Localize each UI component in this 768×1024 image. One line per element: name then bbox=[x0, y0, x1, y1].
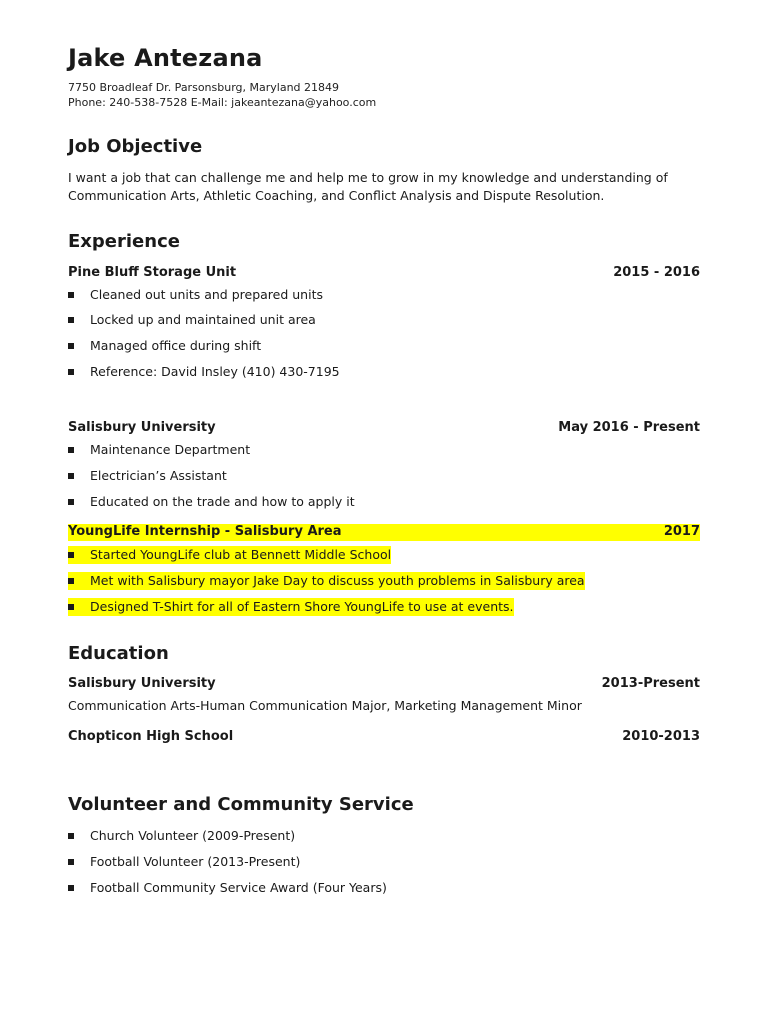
volunteer-heading: Volunteer and Community Service bbox=[68, 794, 414, 815]
bullet-text: Educated on the trade and how to apply it bbox=[90, 494, 355, 509]
list-item bbox=[68, 853, 300, 871]
job-dates: May 2016 - Present bbox=[558, 420, 700, 435]
objective-heading: Job Objective bbox=[68, 136, 203, 157]
bullet-text: Electrician’s Assistant bbox=[90, 468, 227, 483]
list-item bbox=[68, 441, 250, 459]
bullet-text: Started YoungLife club at Bennett Middle School bbox=[90, 547, 392, 562]
education-heading: Education bbox=[68, 643, 169, 664]
school-dates: 2013-Present bbox=[601, 676, 700, 691]
bullet-icon bbox=[68, 552, 74, 558]
bullet-icon bbox=[68, 292, 74, 298]
bullet-text: Met with Salisbury mayor Jake Day to discuss youth problems in Salisbury area bbox=[90, 573, 585, 588]
list-item bbox=[68, 493, 355, 511]
list-item bbox=[68, 363, 340, 381]
bullet-icon bbox=[68, 343, 74, 349]
bullet-text: Designed T-Shirt for all of Eastern Shore YoungLife to use at events. bbox=[90, 599, 514, 614]
list-item bbox=[68, 467, 227, 485]
list-item bbox=[68, 572, 585, 590]
list-item bbox=[68, 337, 261, 355]
bullet-icon bbox=[68, 317, 74, 323]
bullet-icon bbox=[68, 578, 74, 584]
bullet-icon bbox=[68, 859, 74, 865]
bullet-text: Cleaned out units and prepared units bbox=[90, 287, 323, 302]
school-name: Salisbury University bbox=[68, 676, 216, 691]
contact-line: Phone: 240-538-7528 E-Mail: jakeantezana@yahoo.com bbox=[68, 96, 377, 109]
job-dates: 2017 bbox=[663, 524, 700, 539]
objective-text: I want a job that can challenge me and help me to grow in my knowledge and understanding of Communication Arts, Athletic Coaching, and Conflict Analysis and Dispute Resolution. bbox=[68, 170, 668, 203]
bullet-icon bbox=[68, 499, 74, 505]
bullet-icon bbox=[68, 885, 74, 891]
bullet-icon bbox=[68, 447, 74, 453]
job-dates: 2015 - 2016 bbox=[613, 265, 700, 280]
list-item bbox=[68, 879, 387, 897]
list-item bbox=[68, 311, 316, 329]
bullet-icon bbox=[68, 833, 74, 839]
bullet-text: Maintenance Department bbox=[90, 442, 251, 457]
bullet-text: Football Volunteer (2013-Present) bbox=[90, 854, 301, 869]
job-title: Pine Bluff Storage Unit bbox=[68, 265, 237, 280]
job-title: YoungLife Internship - Salisbury Area bbox=[68, 524, 342, 539]
school-name: Chopticon High School bbox=[68, 729, 234, 744]
list-item bbox=[68, 546, 391, 564]
list-item bbox=[68, 598, 514, 616]
bullet-icon bbox=[68, 369, 74, 375]
bullet-text: Locked up and maintained unit area bbox=[90, 312, 316, 327]
bullet-icon bbox=[68, 473, 74, 479]
bullet-text: Church Volunteer (2009-Present) bbox=[90, 828, 296, 843]
bullet-text: Managed office during shift bbox=[90, 338, 262, 353]
bullet-icon bbox=[68, 604, 74, 610]
list-item bbox=[68, 286, 323, 304]
experience-heading: Experience bbox=[68, 231, 180, 252]
school-detail: Communication Arts-Human Communication Major, Marketing Management Minor bbox=[68, 698, 582, 713]
job-title: Salisbury University bbox=[68, 420, 216, 435]
school-dates: 2010-2013 bbox=[622, 729, 700, 744]
bullet-text: Reference: David Insley (410) 430-7195 bbox=[90, 364, 340, 379]
list-item bbox=[68, 827, 295, 845]
address-line: 7750 Broadleaf Dr. Parsonsburg, Maryland 21849 bbox=[68, 81, 340, 94]
resume-name: Jake Antezana bbox=[68, 44, 263, 72]
bullet-text: Football Community Service Award (Four Years) bbox=[90, 880, 387, 895]
